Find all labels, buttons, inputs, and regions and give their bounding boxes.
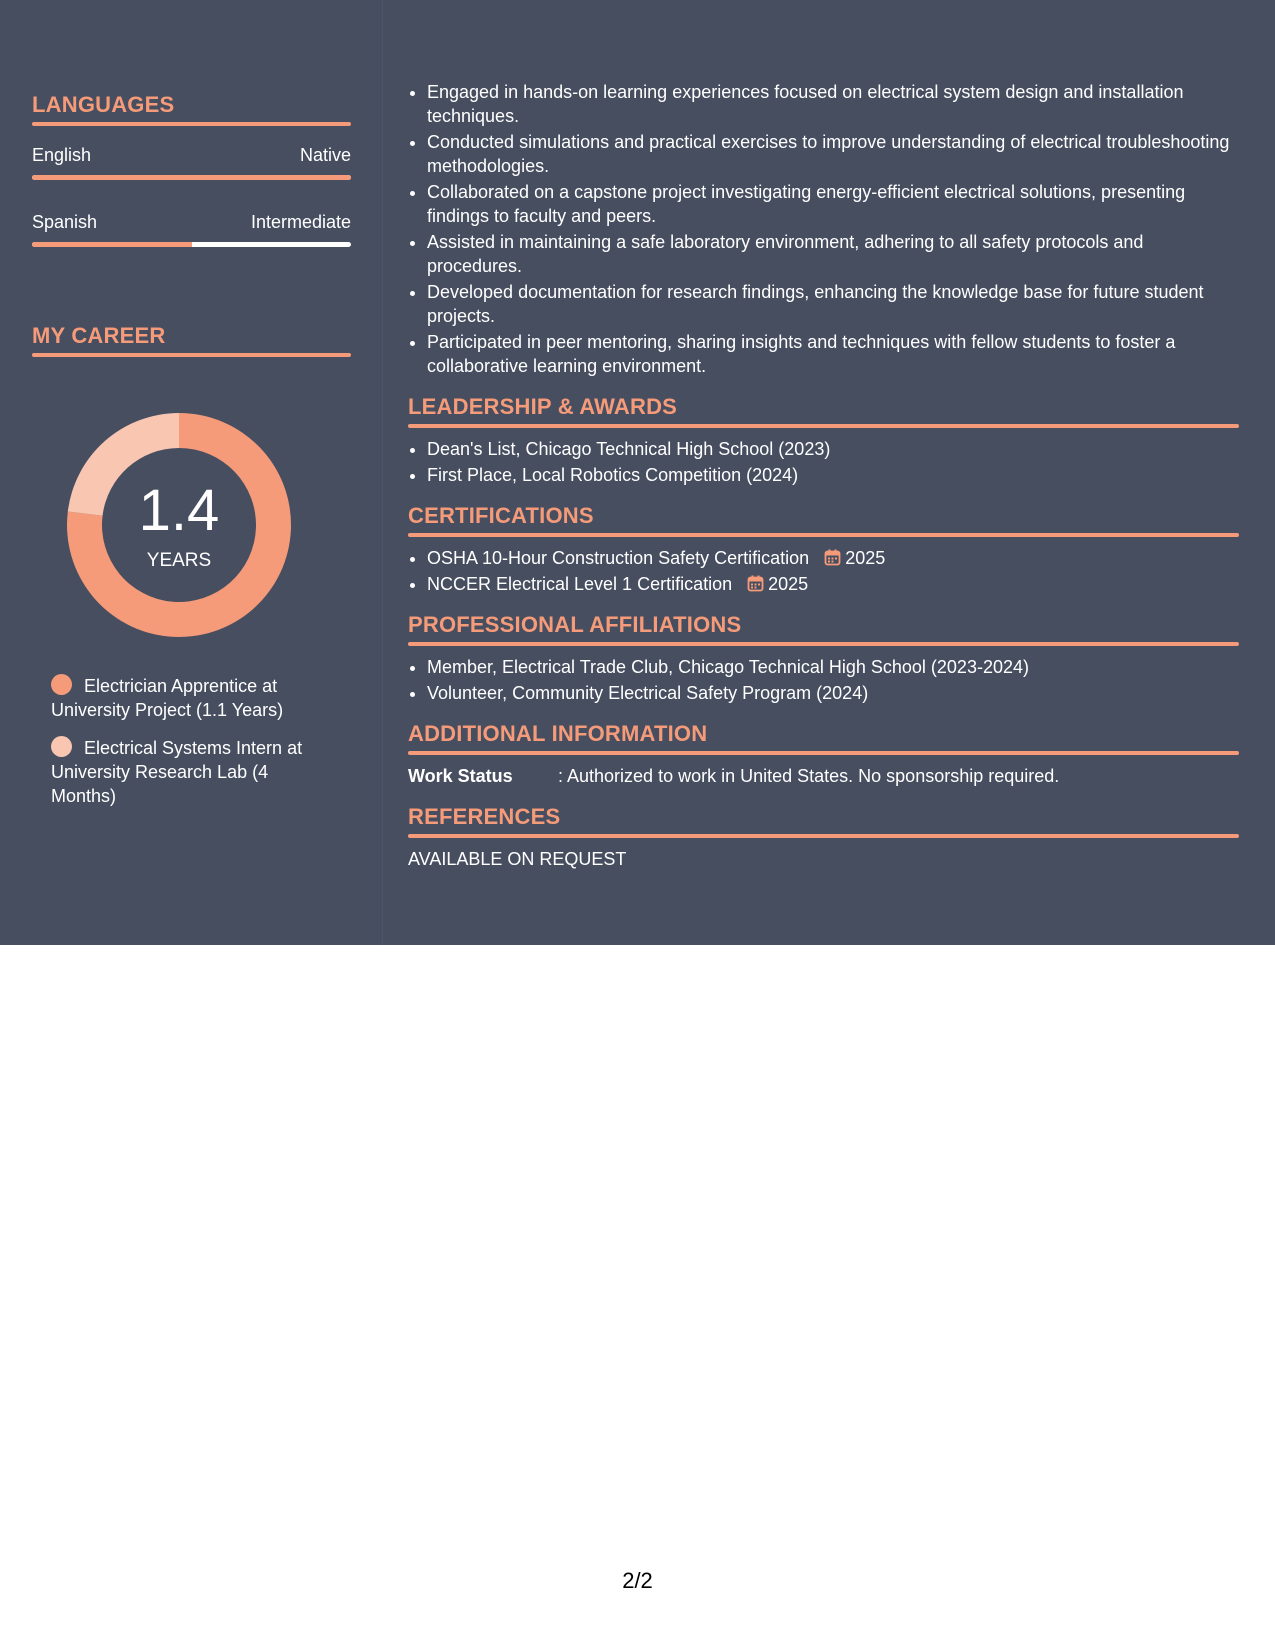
- affiliations-section: [408, 612, 1239, 705]
- additional-info-heading: ADDITIONAL INFORMATION: [408, 721, 708, 746]
- references-text: AVAILABLE ON REQUEST: [408, 849, 627, 869]
- career-legend-label: Electrician Apprentice at University Project (1.1 Years): [51, 676, 284, 720]
- references-heading: REFERENCES: [408, 804, 561, 829]
- language-proficiency-bar: [32, 242, 351, 247]
- career-section: [32, 323, 351, 357]
- language-name: English: [32, 145, 92, 165]
- leadership-heading: LEADERSHIP & AWARDS: [408, 394, 678, 419]
- languages-section: [32, 92, 351, 247]
- career-donut-chart: [66, 412, 292, 638]
- language-item-spanish: [32, 211, 351, 247]
- work-status-row: [408, 764, 1239, 788]
- language-level: Intermediate: [250, 212, 351, 232]
- career-legend-label: Electrical Systems Intern at University Research Lab (4 Months): [51, 738, 303, 806]
- language-level: Native: [299, 145, 351, 165]
- calendar-icon: [747, 575, 764, 592]
- languages-heading: LANGUAGES: [32, 92, 175, 117]
- right-column: [408, 80, 1239, 871]
- career-legend-item: [51, 674, 321, 722]
- legend-dot-icon: [51, 736, 72, 757]
- references-section: [408, 804, 1239, 871]
- language-item-english: [32, 144, 351, 180]
- affiliations-heading: PROFESSIONAL AFFILIATIONS: [408, 612, 742, 637]
- affiliation-item: • Member, Electrical Trade Club, Chicago Technical High School (2023-2024): [427, 655, 1239, 679]
- donut-center: [66, 412, 292, 638]
- experience-bullet: • Conducted simulations and practical exercises to improve understanding of electrical troubleshooting methodologies.: [427, 130, 1239, 178]
- certifications-heading-rule: [408, 533, 1239, 537]
- language-name: Spanish: [32, 212, 98, 232]
- language-proficiency-fill: [32, 242, 192, 247]
- language-proficiency-fill: [32, 175, 351, 180]
- career-heading: MY CAREER: [32, 323, 166, 348]
- language-proficiency-bar: [32, 175, 351, 180]
- affiliations-heading-rule: [408, 642, 1239, 646]
- additional-info-section: [408, 721, 1239, 788]
- certifications-section: [408, 503, 1239, 596]
- certification-name: NCCER Electrical Level 1 Certification: [427, 574, 733, 594]
- certifications-heading: CERTIFICATIONS: [408, 503, 594, 528]
- affiliations-list: [408, 655, 1239, 705]
- career-legend-item: [51, 736, 321, 808]
- affiliation-item: • Volunteer, Community Electrical Safety Program (2024): [427, 681, 1239, 705]
- leadership-heading-rule: [408, 424, 1239, 428]
- work-status-label: Work Status: [408, 766, 513, 786]
- work-status-value: : Authorized to work in United States. No sponsorship required.: [558, 766, 1060, 786]
- additional-info-heading-rule: [408, 751, 1239, 755]
- experience-bullet: • Collaborated on a capstone project investigating energy-efficient electrical solutions, presenting findings to faculty and peers.: [427, 180, 1239, 228]
- experience-bullet: • Developed documentation for research findings, enhancing the knowledge base for future student projects.: [427, 280, 1239, 328]
- experience-bullet-list: [408, 80, 1239, 378]
- certification-year: 2025: [768, 574, 809, 594]
- leadership-item: • First Place, Local Robotics Competition (2024): [427, 463, 1239, 487]
- leadership-section: [408, 394, 1239, 487]
- certification-item: [427, 546, 1239, 570]
- leadership-list: [408, 437, 1239, 487]
- legend-dot-icon: [51, 674, 72, 695]
- languages-heading-rule: [32, 122, 351, 126]
- certifications-list: [408, 546, 1239, 596]
- page-number: 2/2: [622, 1568, 653, 1593]
- experience-bullet: • Engaged in hands-on learning experiences focused on electrical system design and installation techniques.: [427, 80, 1239, 128]
- career-total-unit: YEARS: [146, 550, 212, 571]
- certification-year: 2025: [845, 548, 886, 568]
- references-heading-rule: [408, 834, 1239, 838]
- leadership-item: • Dean's List, Chicago Technical High School (2023): [427, 437, 1239, 461]
- career-legend: [51, 674, 321, 822]
- calendar-icon: [824, 549, 841, 566]
- column-divider: [382, 0, 383, 945]
- certification-item: [427, 572, 1239, 596]
- career-heading-rule: [32, 353, 351, 357]
- experience-bullet: • Participated in peer mentoring, sharing insights and techniques with fellow students to foster a collaborative learning environment.: [427, 330, 1239, 378]
- left-column: [32, 92, 351, 806]
- experience-bullet: • Assisted in maintaining a safe laboratory environment, adhering to all safety protocols and procedures.: [427, 230, 1239, 278]
- certification-name: OSHA 10-Hour Construction Safety Certification: [427, 548, 810, 568]
- career-total-value: 1.4: [138, 478, 220, 543]
